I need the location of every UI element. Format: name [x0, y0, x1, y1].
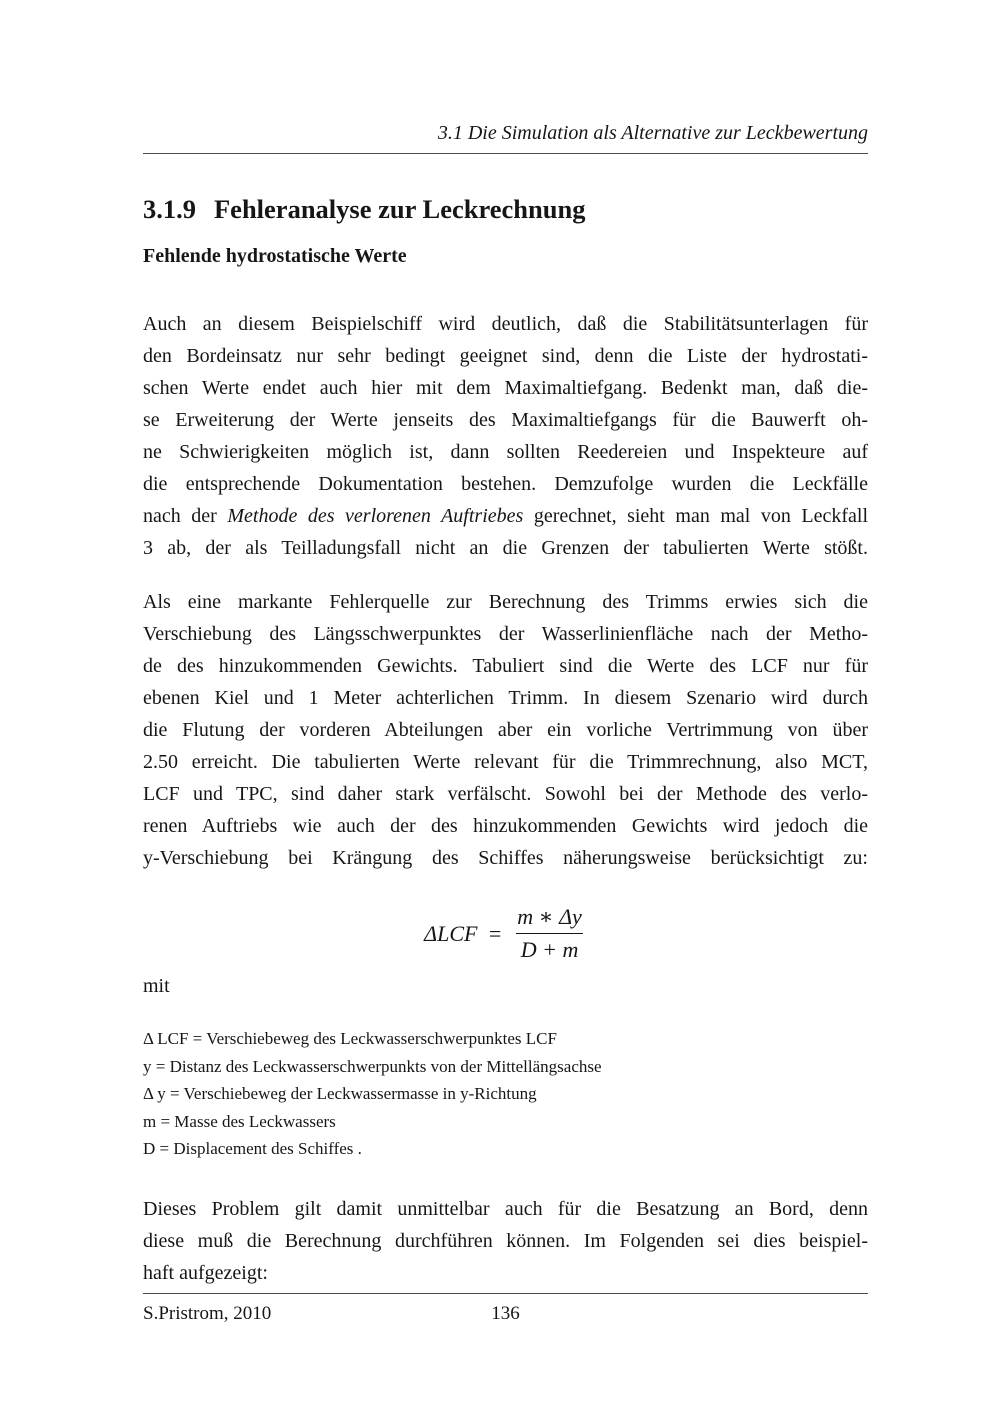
- text-line: Dieses Problem gilt damit unmittelbar auch für die Besatzung an Bord, denn: [143, 1197, 868, 1220]
- text-segment: gerechnet, sieht man mal von Leckfall: [533, 505, 869, 527]
- text-line: de des hinzukommenden Gewichts. Tabuliert sind die Werte des LCF nur für: [143, 655, 868, 677]
- text-line: renen Auftriebs wie auch der des hinzukommenden Gewichts wird jedoch die: [143, 815, 868, 837]
- text-line: y-Verschiebung bei Krängung des Schiffes näherungsweise berücksichtigt zu:: [143, 847, 868, 869]
- definition-item: y = Distanz des Leckwasserschwerpunkts von der Mittellängsachse: [143, 1056, 602, 1076]
- text-line: 2.50 erreicht. Die tabulierten Werte relevant für die Trimmrechnung, also MCT,: [143, 751, 868, 773]
- paragraph-2: [143, 586, 868, 874]
- page-number: 136: [491, 1303, 520, 1324]
- section-title: Fehleranalyse zur Leckrechnung: [214, 194, 586, 224]
- text-line-with-emphasis: [143, 500, 868, 532]
- equals-sign: =: [487, 920, 503, 946]
- formula-lhs: ΔLCF: [424, 920, 478, 946]
- text-line: den Bordeinsatz nur sehr bedingt geeignet sind, denn die Liste der hydrostati-: [143, 345, 868, 367]
- paragraph-3: [143, 1193, 868, 1289]
- text-segment: nach der: [143, 505, 217, 527]
- emphasis-italic: Methode des verlorenen Auftriebes: [227, 505, 524, 527]
- text-line: schen Werte endet auch hier mit dem Maximaltiefgang. Bedenkt man, daß die-: [143, 377, 868, 399]
- section-number: 3.1.9: [143, 194, 196, 224]
- page-footer: [143, 1293, 868, 1325]
- definition-item: Δ y = Verschiebeweg der Leckwassermasse in y-Richtung: [143, 1084, 537, 1103]
- text-line: ne Schwierigkeiten möglich ist, dann sollten Reedereien und Inspekteure auf: [143, 441, 868, 463]
- text-line: die Flutung der vorderen Abteilungen aber ein vorliche Vertrimmung von über: [143, 719, 868, 741]
- definitions-list: [143, 1025, 868, 1163]
- text-line: Verschiebung des Längsschwerpunktes der Wasserlinienfläche nach der Metho-: [143, 623, 868, 645]
- text-line: die entsprechende Dokumentation bestehen. Demzufolge wurden die Leckfälle: [143, 473, 868, 495]
- definition-item: D = Displacement des Schiffes .: [143, 1139, 362, 1158]
- text-line: ebenen Kiel und 1 Meter achterlichen Trimm. In diesem Szenario wird durch: [143, 687, 868, 709]
- text-line: 3 ab, der als Teilladungsfall nicht an die Grenzen der tabulierten Werte stößt.: [143, 537, 868, 559]
- text-line: Als eine markante Fehlerquelle zur Berechnung des Trimms erwies sich die: [143, 591, 868, 613]
- text-line: se Erweiterung der Werte jenseits des Maximaltiefgangs für die Bauwerft oh-: [143, 409, 868, 431]
- text-line: Auch an diesem Beispielschiff wird deutlich, daß die Stabilitätsunterlagen für: [143, 313, 868, 335]
- fraction-numerator: m ∗ Δy: [517, 904, 582, 929]
- fraction: [512, 904, 587, 963]
- running-header-title: 3.1 Die Simulation als Alternative zur Leckbewertung: [437, 122, 868, 144]
- running-header: [143, 122, 868, 154]
- definition-item: m = Masse des Leckwassers: [143, 1111, 336, 1131]
- section-heading: [143, 195, 868, 223]
- formula-delta-lcf: [143, 904, 868, 963]
- text-line: diese muß die Berechnung durchführen können. Im Folgenden sei dies beispiel-: [143, 1229, 868, 1252]
- paragraph-1: [143, 308, 868, 564]
- text-line: haft aufgezeigt:: [143, 1261, 268, 1284]
- footer-author: S.Pristrom, 2010: [143, 1303, 272, 1324]
- text-line: LCF und TPC, sind daher stark verfälscht. Sowohl bei der Methode des verlo-: [143, 783, 868, 805]
- definition-item: Δ LCF = Verschiebeweg des Leckwasserschwerpunktes LCF: [143, 1029, 557, 1048]
- fraction-denominator: D + m: [516, 933, 584, 963]
- mit-label: mit: [143, 975, 170, 997]
- subsection-title: Fehlende hydrostatische Werte: [143, 245, 407, 267]
